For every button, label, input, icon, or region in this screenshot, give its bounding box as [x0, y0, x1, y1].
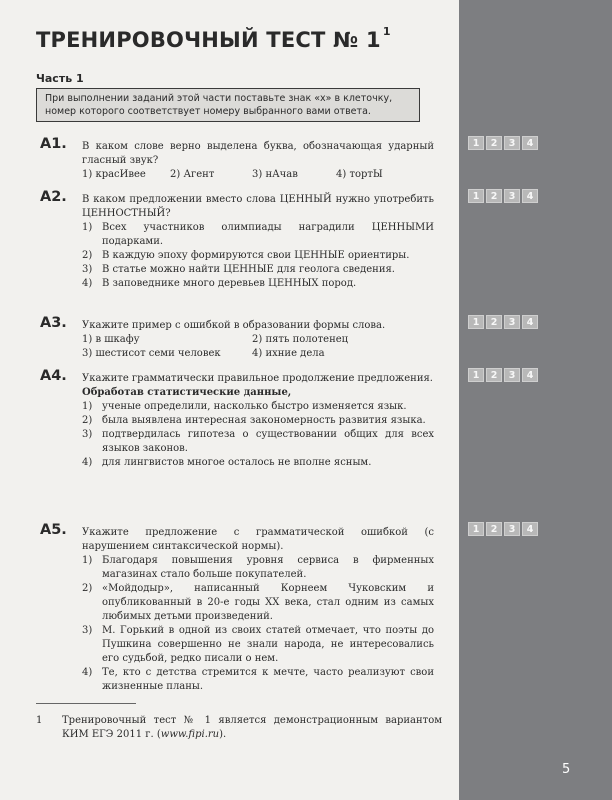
footnote-divider — [36, 703, 136, 704]
option-2: 2) пять полотенец — [252, 334, 349, 345]
answer-box-2[interactable]: 2 — [486, 368, 502, 382]
option-3: 3) М. Горький в одной из своих статей отмечает, что поэты до Пушкина совершенно не знали народа, не интересовались его судьбой, редко писали о нем. — [82, 625, 434, 664]
answer-box-2[interactable]: 2 — [486, 522, 502, 536]
footnote-number: 1 — [36, 715, 43, 726]
question-text: В каком предложении вместо слова ЦЕННЫЙ нужно употребить ЦЕННОСТНЫЙ? — [82, 194, 434, 219]
question-text: Укажите грамматически правильное продолжение предложения. — [82, 373, 433, 384]
answer-box-2[interactable]: 2 — [486, 136, 502, 150]
question-number: А1. — [40, 136, 67, 152]
question-number: А3. — [40, 315, 67, 331]
answer-box-4[interactable]: 4 — [522, 368, 538, 382]
footnote-link[interactable]: www.fipi.ru — [160, 729, 220, 740]
option-3: 3) подтвердилась гипотеза о существовании общих для всех языков законов. — [82, 429, 434, 454]
question-text: Укажите предложение с грамматической ошибкой (с нарушением синтаксической нормы). — [82, 527, 434, 552]
option-4: 4) тортЫ — [336, 169, 383, 180]
option-4: 4) В заповеднике много деревьев ЦЕННЫХ пород. — [82, 278, 357, 289]
answer-box-3[interactable]: 3 — [504, 368, 520, 382]
instructions-box: При выполнении заданий этой части поставьте знак «х» в клеточку, номер которого соответствует номеру выбранного вами ответа. — [36, 88, 420, 122]
option-3: 3) нАчав — [252, 169, 298, 180]
answer-box-4[interactable]: 4 — [522, 522, 538, 536]
answer-box-3[interactable]: 3 — [504, 522, 520, 536]
answer-box-1[interactable]: 1 — [468, 136, 484, 150]
option-2: 2) Агент — [170, 169, 215, 180]
answer-box-2[interactable]: 2 — [486, 315, 502, 329]
option-3: 3) шестисот семи человек — [82, 348, 221, 359]
sentence-stem: Обработав статистические данные, — [82, 387, 292, 398]
answer-boxes-a1[interactable] — [468, 136, 538, 150]
question-number: А5. — [40, 522, 67, 538]
page-number: 5 — [562, 762, 571, 777]
question-number: А2. — [40, 189, 67, 205]
answer-boxes-a2[interactable] — [468, 189, 538, 203]
option-2: 2) В каждую эпоху формируются свои ЦЕННЫЕ ориентиры. — [82, 250, 410, 261]
answer-box-3[interactable]: 3 — [504, 136, 520, 150]
answer-box-1[interactable]: 1 — [468, 368, 484, 382]
answer-box-1[interactable]: 1 — [468, 189, 484, 203]
answer-boxes-a4[interactable] — [468, 368, 538, 382]
option-1: 1) красИвее — [82, 169, 146, 180]
answer-box-4[interactable]: 4 — [522, 189, 538, 203]
answer-box-1[interactable]: 1 — [468, 522, 484, 536]
options-row — [82, 168, 434, 182]
answer-box-1[interactable]: 1 — [468, 315, 484, 329]
question-text: Укажите пример с ошибкой в образовании формы слова. — [82, 320, 386, 331]
answer-box-2[interactable]: 2 — [486, 189, 502, 203]
option-4: 4) Те, кто с детства стремится к мечте, часто реализуют свои жизненные планы. — [82, 667, 434, 692]
answer-box-3[interactable]: 3 — [504, 315, 520, 329]
footnote-text: Тренировочный тест № 1 является демонстрационным вариантом КИМ ЕГЭ 2011 г. (www.fipi.ru). — [62, 715, 442, 740]
answer-box-4[interactable]: 4 — [522, 315, 538, 329]
option-4: 4) ихние дела — [252, 348, 325, 359]
answer-boxes-a3[interactable] — [468, 315, 538, 329]
option-4: 4) для лингвистов многое осталось не вполне ясным. — [82, 457, 372, 468]
option-1: 1) в шкафу — [82, 334, 140, 345]
question-number: А4. — [40, 368, 67, 384]
question-text: В каком слове верно выделена буква, обозначающая ударный гласный звук? — [82, 141, 434, 166]
option-1: 1) Всех участников олимпиады наградили ЦЕННЫМИ подарками. — [82, 222, 434, 247]
part-heading: Часть 1 — [36, 72, 84, 85]
page-margin-band — [459, 0, 612, 800]
option-2: 2) была выявлена интересная закономерность развития языка. — [82, 415, 426, 426]
option-2: 2) «Мойдодыр», написанный Корнеем Чуковским и опубликованный в 20-е годы XX века, стал одним из самых любимых детьми произведений. — [82, 583, 434, 622]
answer-box-4[interactable]: 4 — [522, 136, 538, 150]
option-3: 3) В статье можно найти ЦЕННЫЕ для геолога сведения. — [82, 264, 395, 275]
option-1: 1) Благодаря повышения уровня сервиса в фирменных магазинах стало больше покупателей. — [82, 555, 434, 580]
page-title: ТРЕНИРОВОЧНЫЙ ТЕСТ № 1 $^1$ — [36, 25, 391, 52]
answer-boxes-a5[interactable] — [468, 522, 538, 536]
option-1: 1) ученые определили, насколько быстро изменяется язык. — [82, 401, 407, 412]
answer-box-3[interactable]: 3 — [504, 189, 520, 203]
